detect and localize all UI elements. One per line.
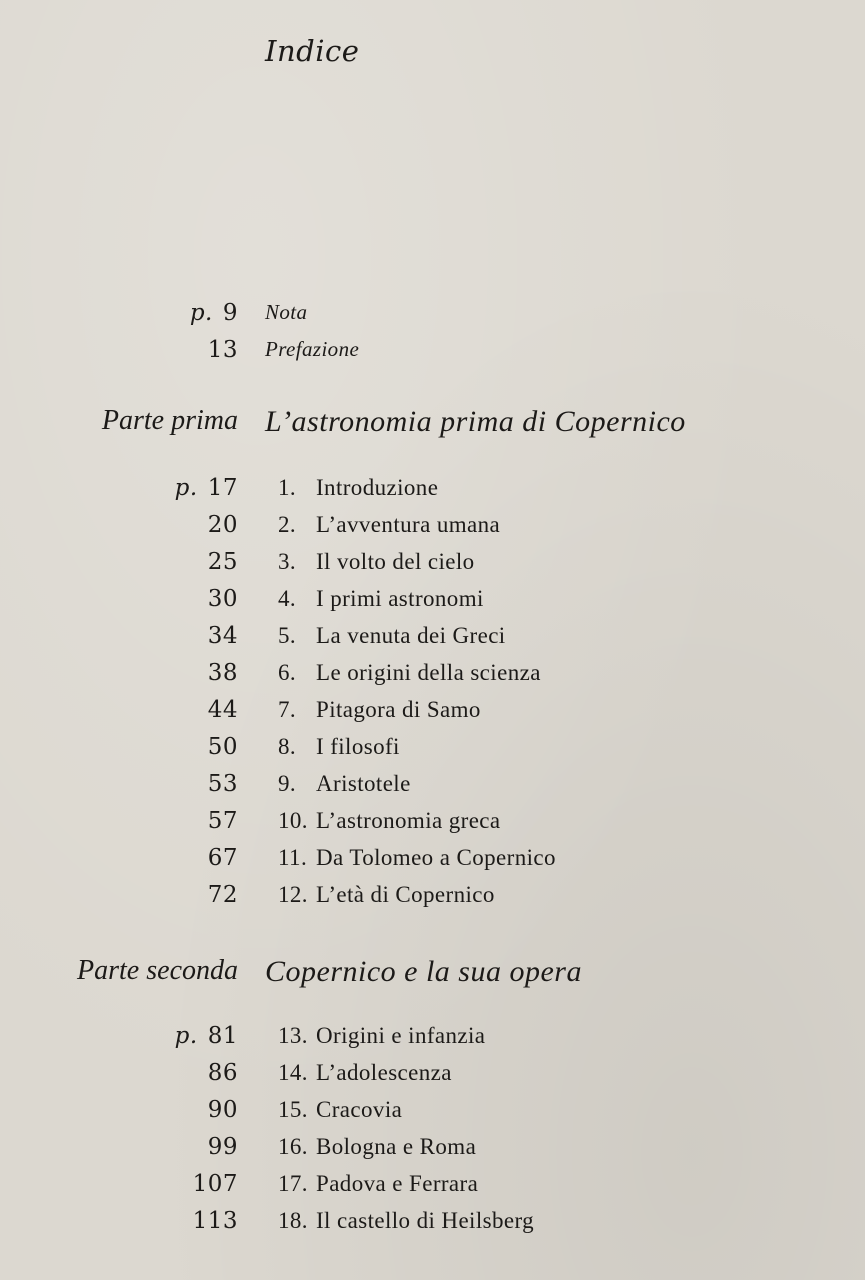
- chapter-entry: 3. Il volto del cielo: [278, 549, 475, 574]
- chapter-entry: 7. Pitagora di Samo: [278, 697, 481, 722]
- toc-row: [0, 475, 865, 511]
- page-number: 53: [207, 771, 238, 797]
- chapter-entry: 5. La venuta dei Greci: [278, 623, 506, 648]
- page-number: p. 9: [189, 300, 238, 326]
- part-label: Parte prima: [101, 405, 238, 436]
- page-number: 34: [207, 623, 238, 649]
- chapter-entry: 12. L’età di Copernico: [278, 882, 495, 907]
- toc-row: [0, 512, 865, 548]
- chapter-entry: 8. I filosofi: [278, 734, 400, 759]
- toc-row: [0, 808, 865, 844]
- chapter-entry: 16. Bologna e Roma: [278, 1134, 477, 1159]
- chapter-entry: 17. Padova e Ferrara: [278, 1171, 479, 1196]
- chapter-entry: 6. Le origini della scienza: [278, 660, 541, 685]
- part-title: Copernico e la sua opera: [265, 955, 582, 988]
- page-number: p. 81: [174, 1023, 238, 1049]
- toc-row: [0, 549, 865, 585]
- page-number: 44: [207, 697, 238, 723]
- toc-row: [0, 586, 865, 622]
- page-number: 86: [207, 1060, 238, 1086]
- chapter-entry: 10. L’astronomia greca: [278, 808, 501, 833]
- entry-title: Prefazione: [265, 337, 360, 361]
- chapter-entry: 18. Il castello di Heilsberg: [278, 1208, 535, 1233]
- part-label: Parte seconda: [77, 955, 238, 986]
- toc-row: [0, 845, 865, 881]
- entry-title: Nota: [265, 300, 308, 324]
- page-number: 50: [207, 734, 238, 760]
- page-number: 13: [207, 337, 238, 363]
- chapter-entry: 11. Da Tolomeo a Copernico: [278, 845, 556, 870]
- toc-row: [0, 1134, 865, 1170]
- page-number: 67: [207, 845, 238, 871]
- toc-row: [0, 1023, 865, 1059]
- front-entry: [0, 337, 865, 373]
- chapter-entry: 14. L’adolescenza: [278, 1060, 452, 1085]
- chapter-entry: 13. Origini e infanzia: [278, 1023, 486, 1048]
- part-heading: [0, 955, 865, 991]
- page-number: 72: [207, 882, 238, 908]
- chapter-entry: 1. Introduzione: [278, 475, 439, 500]
- front-entry: [0, 300, 865, 336]
- toc-row: [0, 697, 865, 733]
- toc-row: [0, 1097, 865, 1133]
- chapter-entry: 2. L’avventura umana: [278, 512, 501, 537]
- toc-row: [0, 623, 865, 659]
- page-number: 113: [192, 1208, 238, 1234]
- chapter-entry: 15. Cracovia: [278, 1097, 403, 1122]
- page-number: 57: [207, 808, 238, 834]
- index-title: Indice: [265, 34, 360, 68]
- page-number: 30: [207, 586, 238, 612]
- toc-row: [0, 660, 865, 696]
- toc-row: [0, 1208, 865, 1244]
- part-heading: [0, 405, 865, 441]
- page-number: 25: [207, 549, 238, 575]
- toc-row: [0, 882, 865, 918]
- page-number: 99: [207, 1134, 238, 1160]
- chapter-entry: 4. I primi astronomi: [278, 586, 484, 611]
- page-number: 90: [207, 1097, 238, 1123]
- toc-row: [0, 1171, 865, 1207]
- toc-row: [0, 771, 865, 807]
- page-number: 107: [192, 1171, 238, 1197]
- toc-row: [0, 1060, 865, 1096]
- toc-row: [0, 734, 865, 770]
- page-number: p. 17: [174, 475, 238, 501]
- chapter-entry: 9. Aristotele: [278, 771, 411, 796]
- page-number: 38: [207, 660, 238, 686]
- part-title: L’astronomia prima di Copernico: [265, 405, 686, 438]
- page-number: 20: [207, 512, 238, 538]
